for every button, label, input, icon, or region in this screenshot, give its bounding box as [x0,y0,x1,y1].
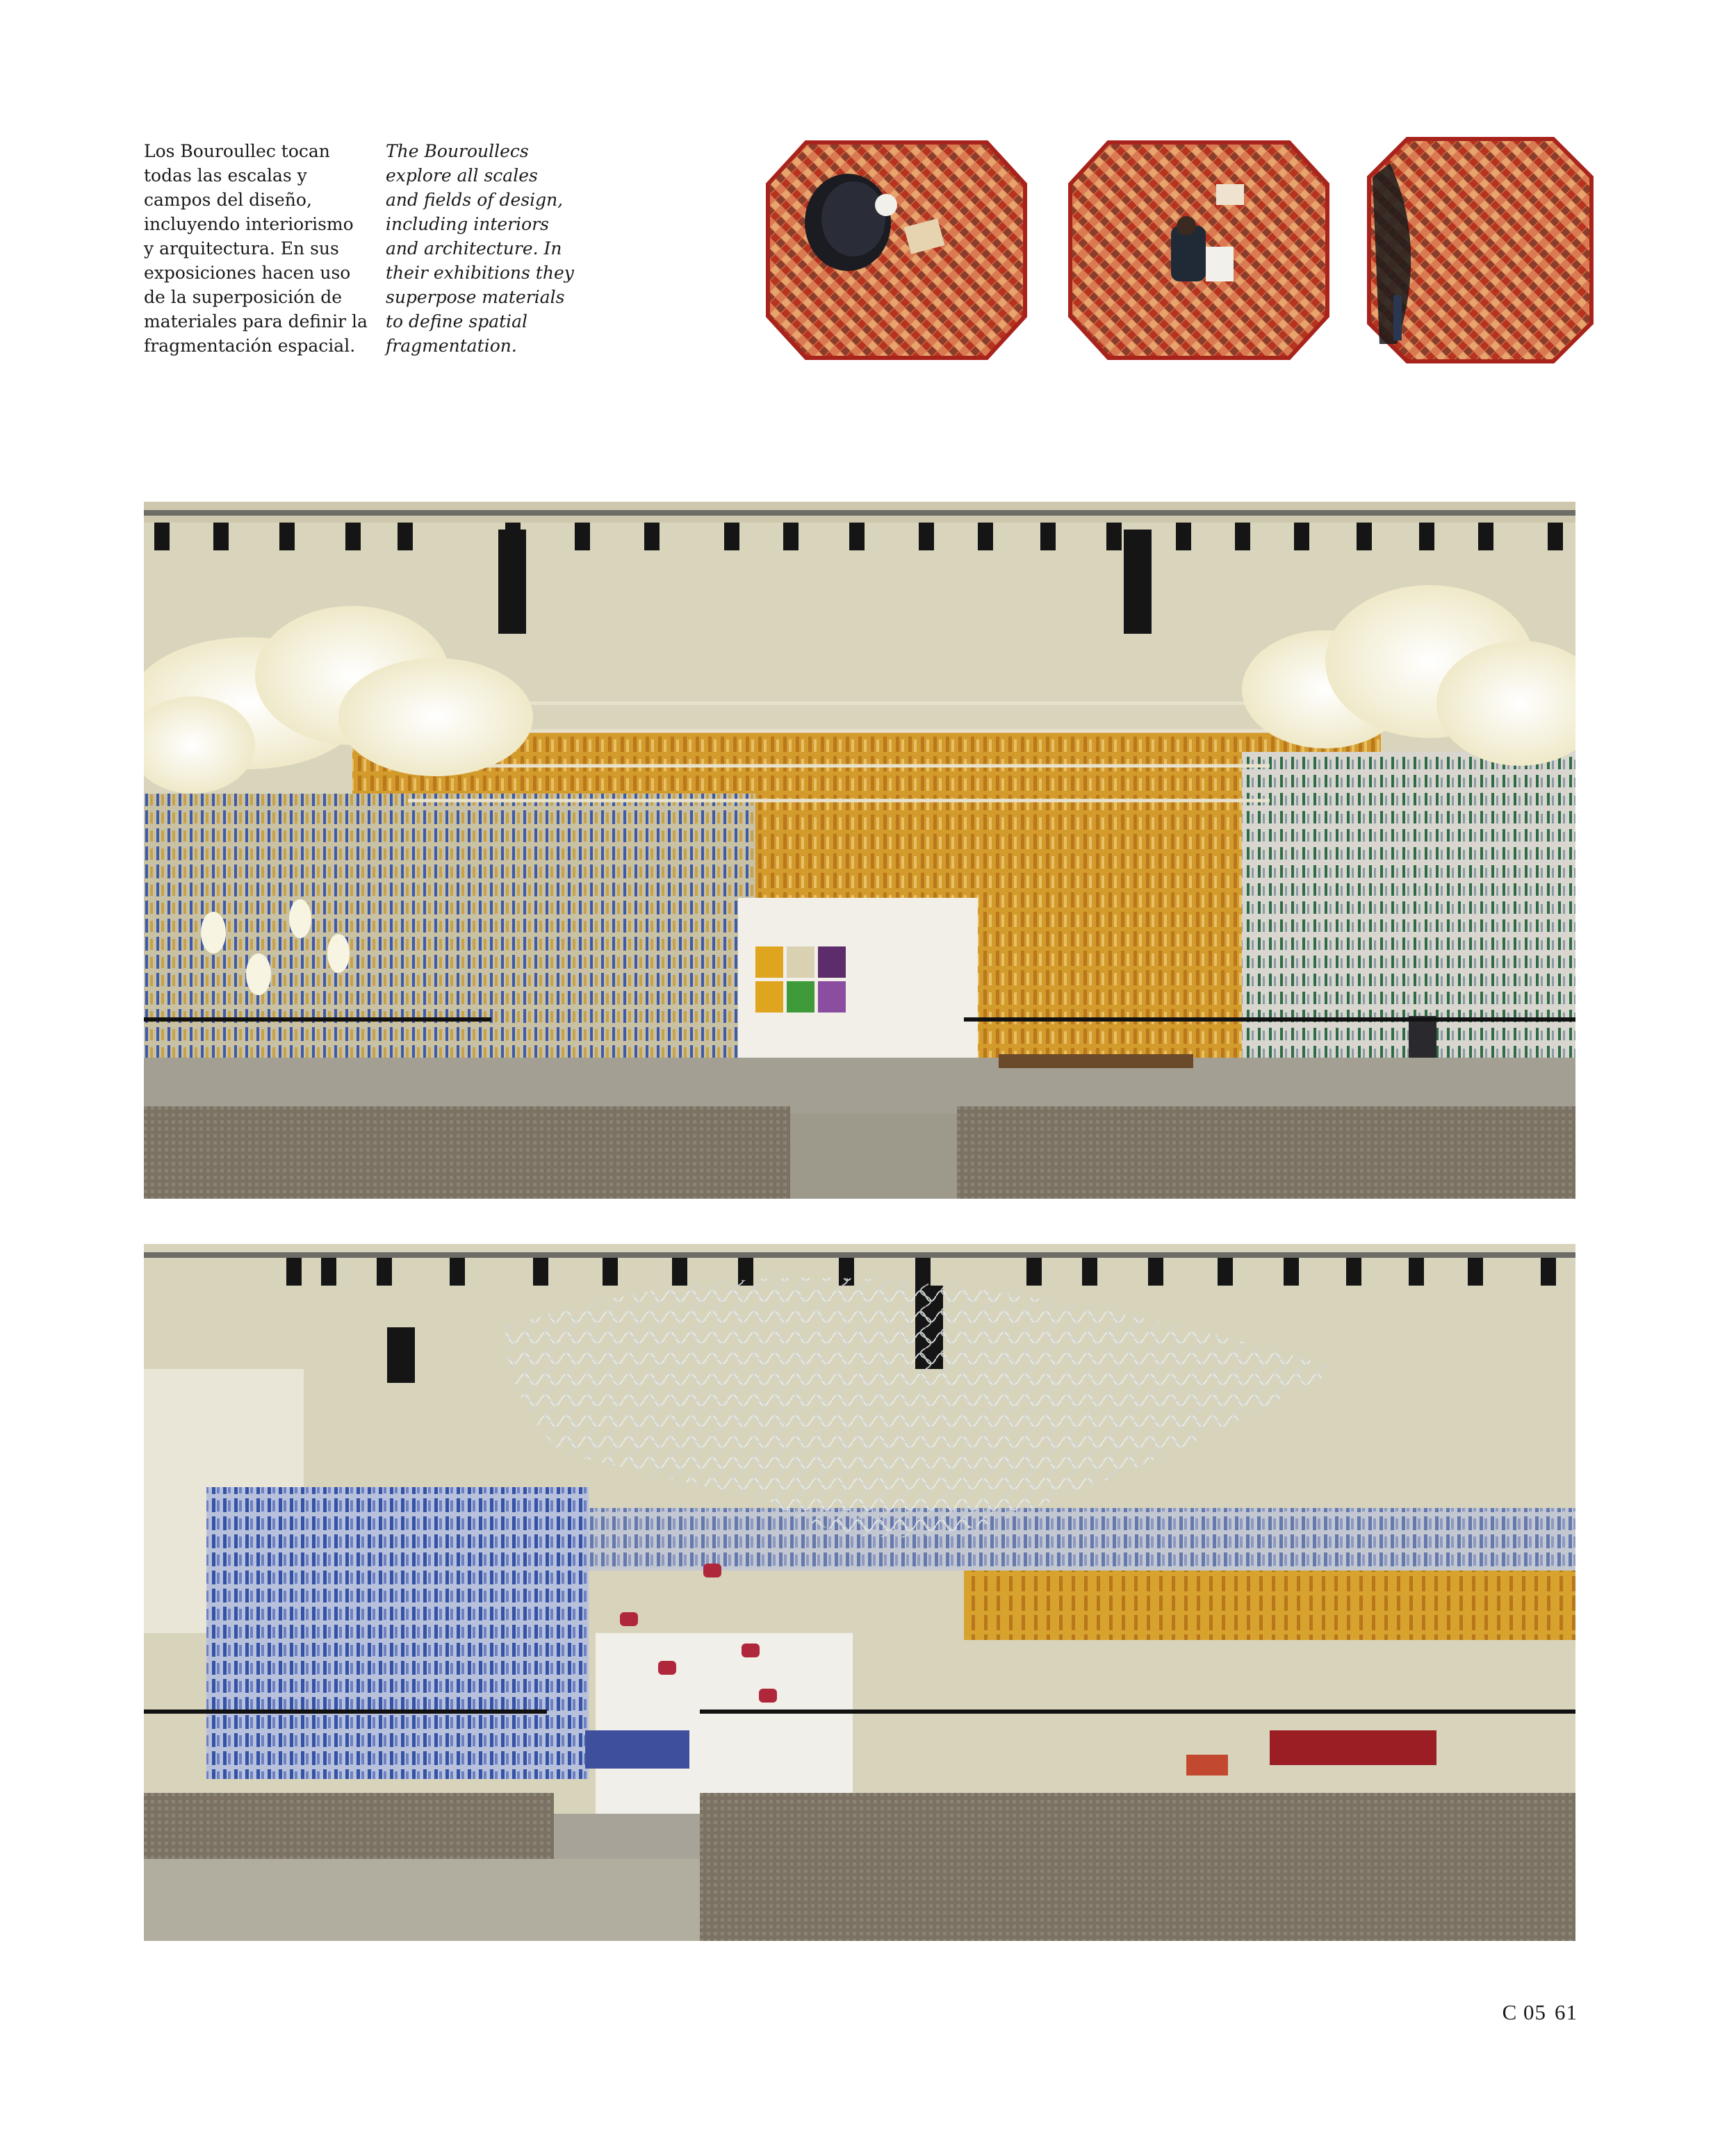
exhibition-photo-net [144,1244,1575,1941]
section-label: C 05 [1502,2000,1546,2024]
caption-english: The Bouroullecs explore all scales and fields of design, including interiors and architecture. In their exhibitions they superpose materials to define spatial fragmentation. [386,141,574,356]
exhibition-photo-clouds [144,502,1575,1199]
rug-photo-strip [764,136,1595,365]
page-folio [1494,2000,1578,2025]
rug-photo-chair [764,136,1029,365]
rug-photo-hanging [1366,136,1595,365]
page-number: 61 [1555,2000,1578,2024]
rug-photo-person [1067,136,1331,365]
caption-spanish: Los Bouroullec tocan todas las escalas y campos del diseño, incluyendo interiorismo y arquitectura. En sus exposiciones hacen uso de la superposición de materiales para definir la fragmentación espacial. [144,141,368,356]
